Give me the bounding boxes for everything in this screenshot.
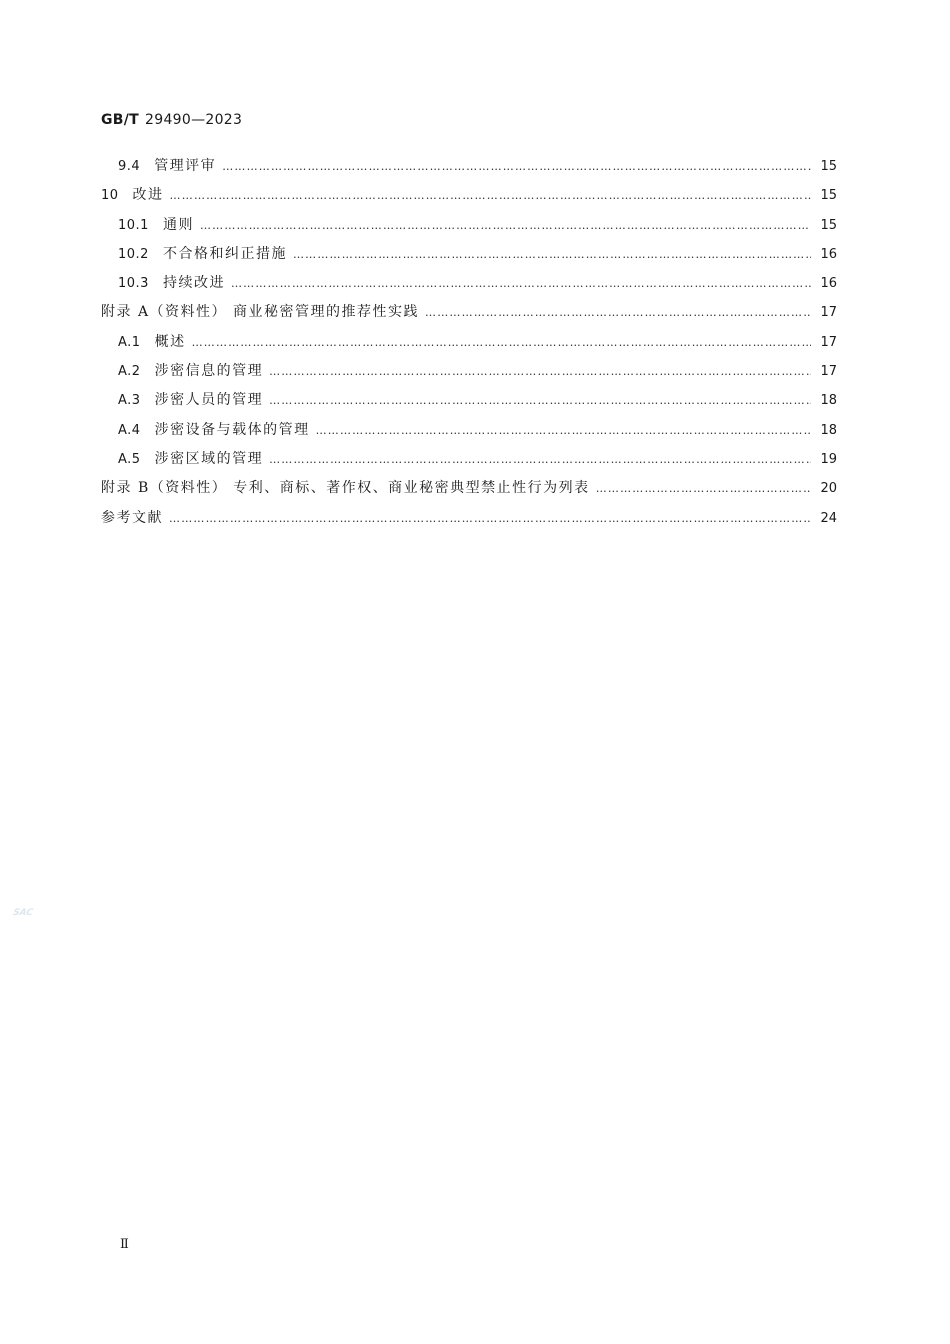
dot-leader xyxy=(269,386,811,415)
toc-entry-title: 概述 xyxy=(154,333,186,350)
toc-entry-number: 9.4 xyxy=(118,159,141,174)
standard-number: 29490—2023 xyxy=(145,112,243,128)
dot-leader xyxy=(231,269,811,298)
toc-entry-number: A.4 xyxy=(118,422,141,438)
toc-entry-title: 参考文献 xyxy=(101,509,163,526)
toc-entry-title: 涉密区域的管理 xyxy=(154,450,264,467)
toc-entry-page: 19 xyxy=(820,451,837,467)
dot-leader xyxy=(200,211,811,240)
toc-entry-page: 16 xyxy=(820,246,837,262)
toc-entry-number: 10.3 xyxy=(118,276,149,292)
toc-entry-title: 通则 xyxy=(162,216,194,233)
toc-entry-9-4[interactable] xyxy=(101,152,837,181)
dot-leader xyxy=(169,504,811,533)
toc-entry-number: 10 xyxy=(101,188,119,204)
toc-entry-page: 18 xyxy=(820,422,837,438)
toc-entry-title: 持续改进 xyxy=(162,275,225,292)
toc-entry-page: 15 xyxy=(820,217,837,233)
toc-entry-number: 10.1 xyxy=(118,217,149,233)
page-number: Ⅱ xyxy=(120,1237,129,1252)
toc-entry-10-3[interactable] xyxy=(101,269,837,298)
toc-entry-10[interactable] xyxy=(101,181,837,210)
standard-header xyxy=(101,112,242,128)
toc-entry-a-4[interactable] xyxy=(101,416,837,445)
dot-leader xyxy=(269,357,811,386)
toc-entry-page: 17 xyxy=(820,364,837,380)
toc-entry-appendix-a[interactable] xyxy=(101,298,837,327)
toc-entry-page: 16 xyxy=(820,276,837,292)
toc-entry-page: 15 xyxy=(820,188,837,204)
toc-entry-number: 10.2 xyxy=(118,246,149,262)
toc-entry-title: 涉密人员的管理 xyxy=(154,392,264,409)
sac-watermark-logo: SAC xyxy=(11,908,34,918)
toc-entry-number: A.2 xyxy=(118,364,141,380)
toc-entry-title: 附录 B（资料性） 专利、商标、著作权、商业秘密典型禁止性行为列表 xyxy=(101,480,590,497)
toc-entry-page: 20 xyxy=(820,481,837,497)
toc-entry-number: A.3 xyxy=(118,393,141,409)
toc-entry-a-3[interactable] xyxy=(101,386,837,415)
dot-leader xyxy=(192,328,811,357)
toc-entry-a-2[interactable] xyxy=(101,357,837,386)
standard-code: GB/T xyxy=(101,112,140,128)
toc-entry-page: 15 xyxy=(820,159,837,174)
dot-leader xyxy=(316,416,811,445)
dot-leader xyxy=(425,298,811,327)
toc-entry-title: 涉密设备与载体的管理 xyxy=(154,421,310,438)
toc-entry-10-1[interactable] xyxy=(101,211,837,240)
toc-entry-title: 附录 A（资料性） 商业秘密管理的推荐性实践 xyxy=(101,304,420,321)
dot-leader xyxy=(596,474,811,503)
toc-entry-page: 17 xyxy=(820,334,837,350)
toc-entry-title: 涉密信息的管理 xyxy=(154,363,264,380)
toc-entry-10-2[interactable] xyxy=(101,240,837,269)
dot-leader xyxy=(269,445,811,474)
toc-entry-a-5[interactable] xyxy=(101,445,837,474)
toc-entry-page: 24 xyxy=(820,510,837,526)
toc-entry-title: 管理评审 xyxy=(154,158,217,174)
table-of-contents xyxy=(101,152,837,533)
toc-entry-page: 18 xyxy=(820,393,837,409)
toc-entry-title: 不合格和纠正措施 xyxy=(162,245,287,262)
dot-leader xyxy=(293,240,811,269)
toc-entry-number: A.1 xyxy=(118,334,141,350)
toc-entry-a-1[interactable] xyxy=(101,328,837,357)
dot-leader xyxy=(222,152,811,181)
dot-leader xyxy=(170,181,811,210)
toc-entry-title: 改进 xyxy=(132,187,164,204)
toc-entry-references[interactable] xyxy=(101,504,837,533)
toc-entry-appendix-b[interactable] xyxy=(101,474,837,503)
toc-entry-number: A.5 xyxy=(118,451,141,467)
toc-entry-page: 17 xyxy=(820,305,837,321)
